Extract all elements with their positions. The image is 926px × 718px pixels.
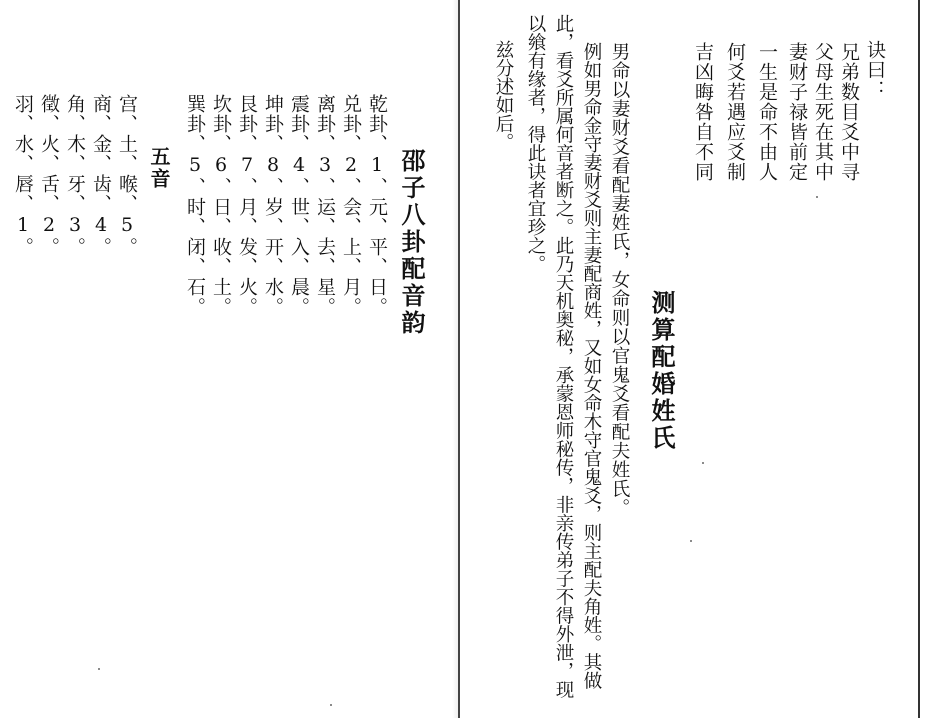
- trigram-row: 坎卦、6、日、收、土。: [210, 94, 232, 317]
- page-divider: [458, 0, 460, 718]
- verse-line: 兄弟数目爻中寻: [838, 42, 860, 182]
- verse-line: 何爻若遇应爻制: [724, 42, 746, 182]
- scan-speck: [690, 540, 692, 542]
- paragraph-line: 例如男命金守妻财爻则主妻配商姓，又如女命木守官鬼爻，则主配夫角姓。其做: [581, 42, 602, 690]
- paragraph-line: 男命以妻财爻看配妻姓氏，女命则以官鬼爻看配夫姓氏。: [609, 42, 630, 517]
- verse-line: 一生是命不由人: [756, 42, 778, 182]
- section-title-shaozi-bagua: 邵子八卦配音韵: [397, 148, 425, 337]
- five-tone-row: 宫、土、喉、5。: [116, 94, 138, 257]
- section-title-five-tones: 五音: [147, 146, 171, 190]
- five-tone-row: 徵、火、舌、2。: [38, 94, 60, 257]
- scan-speck: [702, 462, 704, 464]
- verse-line: 吉凶晦咎自不同: [692, 42, 714, 182]
- trigram-row: 巽卦、5、时、闭、石。: [184, 94, 206, 317]
- scan-speck: [330, 704, 332, 706]
- five-tone-row: 羽、水、唇、1。: [12, 94, 34, 257]
- trigram-row: 震卦、4、世、入、晨。: [288, 94, 310, 317]
- five-tone-row: 商、金、齿、4。: [90, 94, 112, 257]
- paragraph-line: 此，看爻所属何音者断之。此乃天机奥秘，承蒙恩师秘传，非亲传弟子不得外泄，现: [553, 14, 574, 699]
- trigram-row: 乾卦、1、元、平、日。: [366, 94, 388, 317]
- trigram-row: 兑卦、2、会、上、月。: [340, 94, 362, 317]
- section-title-marriage-surname: 测算配婚姓氏: [647, 290, 675, 452]
- five-tone-row: 角、木、牙、3。: [64, 94, 86, 257]
- trigram-row: 离卦、3、运、去、星。: [314, 94, 336, 317]
- scan-speck: [816, 196, 818, 198]
- trigram-row: 坤卦、8、岁、开、水。: [262, 94, 284, 317]
- right-page-edge: [918, 0, 920, 718]
- verse-intro: 诀曰：: [864, 40, 886, 100]
- paragraph-line: 兹分述如后。: [493, 40, 514, 151]
- paragraph-line: 以飨有缘者，得此诀者宜珍之。: [525, 14, 546, 273]
- scan-speck: [98, 668, 100, 670]
- verse-line: 父母生死在其中: [812, 42, 834, 182]
- trigram-row: 艮卦、7、月、发、火。: [236, 94, 258, 317]
- verse-line: 妻财子禄皆前定: [786, 42, 808, 182]
